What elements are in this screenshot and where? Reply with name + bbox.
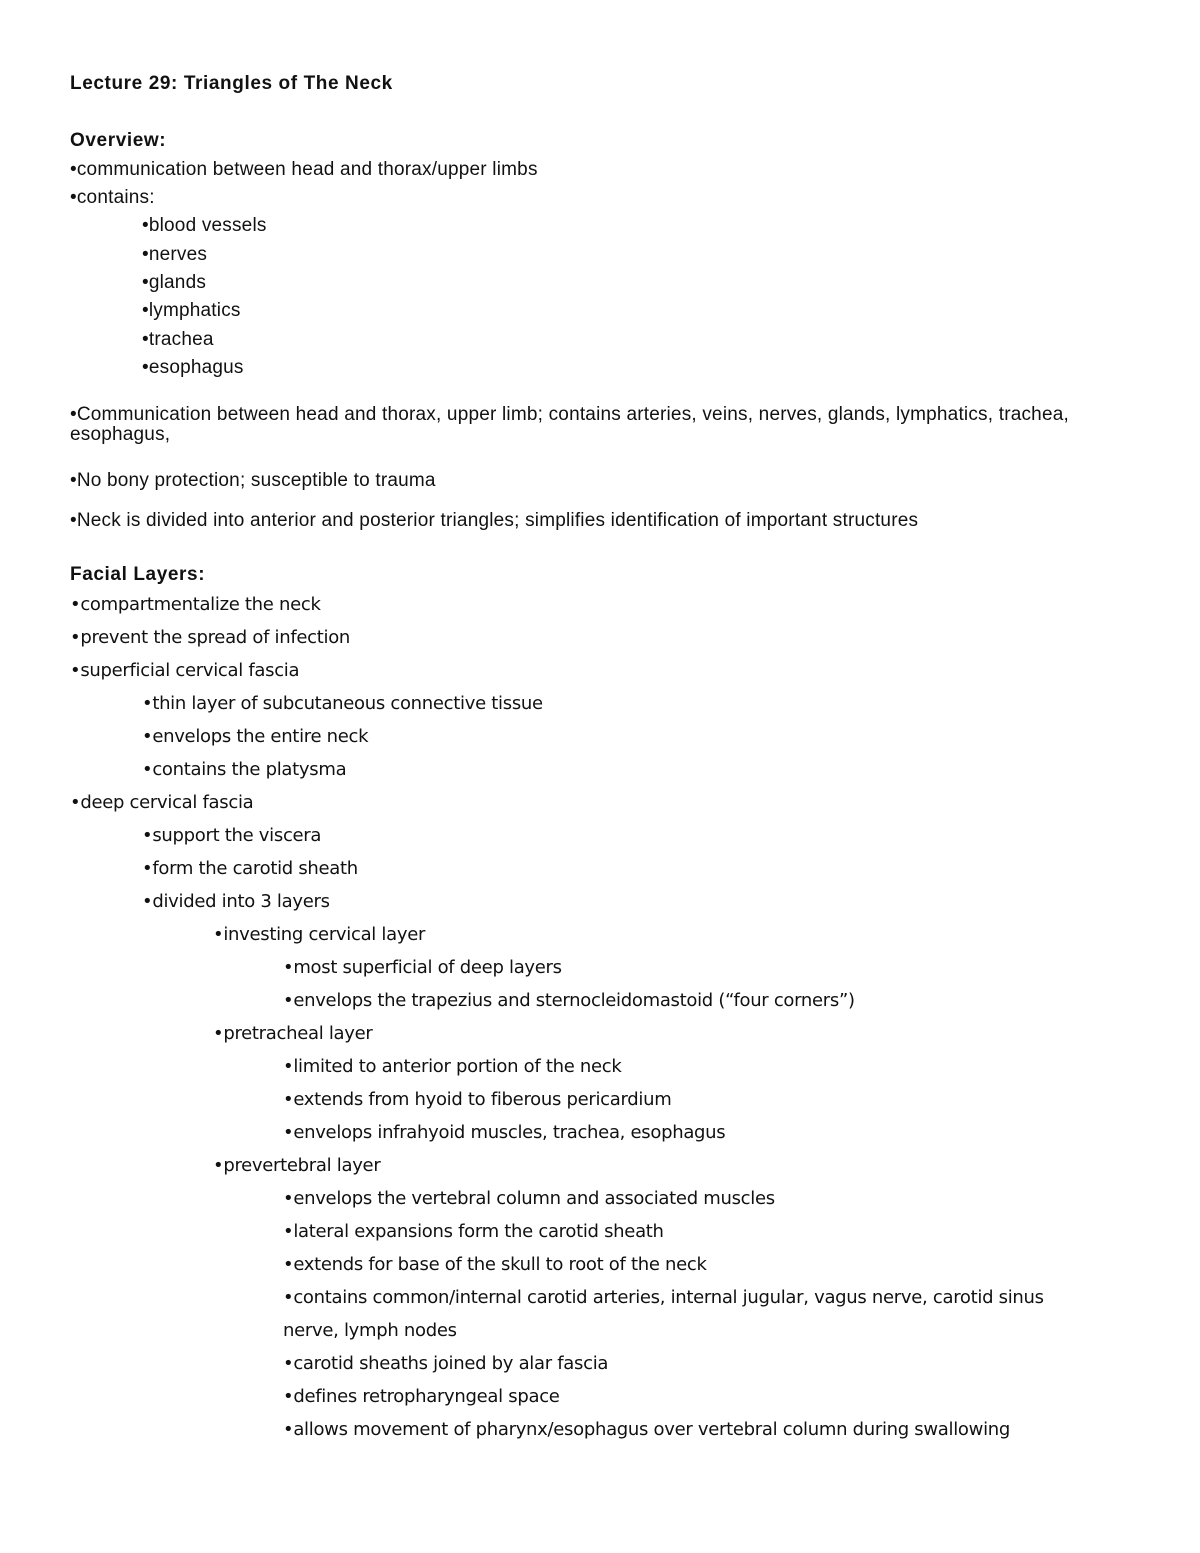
layer-line: •envelops the entire neck [142,726,369,747]
layer-line: •prevent the spread of infection [70,627,351,648]
layer-line: •extends from hyoid to fiberous pericardium [283,1089,672,1110]
layer-line: •most superficial of deep layers [283,957,562,978]
overview-item-trachea: •trachea [142,329,214,350]
layer-line: •envelops infrahyoid muscles, trachea, esophagus [283,1122,726,1143]
facial-layers-heading: Facial Layers: [70,564,206,585]
overview-item-nerves: •nerves [142,244,208,265]
layer-line: •divided into 3 layers [142,891,330,912]
layer-line: •compartmentalize the neck [70,594,321,615]
layer-line: •allows movement of pharynx/esophagus over vertebral column during swallowing [283,1419,1011,1440]
overview-item-glands: •glands [142,272,207,293]
layer-line: •superficial cervical fascia [70,660,300,681]
layer-line: •thin layer of subcutaneous connective tissue [142,693,543,714]
layer-line: •prevertebral layer [213,1155,381,1176]
overview-communication: •communication between head and thorax/upper limbs [70,159,538,180]
layer-line: •contains common/internal carotid arteries, internal jugular, vagus nerve, carotid sinus [283,1287,1044,1308]
layer-line: •extends for base of the skull to root of the neck [283,1254,707,1275]
layer-line: •envelops the vertebral column and associated muscles [283,1188,775,1209]
layer-line: •carotid sheaths joined by alar fascia [283,1353,609,1374]
layer-line: •pretracheal layer [213,1023,373,1044]
layer-line: •investing cervical layer [213,924,426,945]
layer-line: •support the viscera [142,825,322,846]
layer-line: •limited to anterior portion of the neck [283,1056,622,1077]
overview-item-lymphatics: •lymphatics [142,300,241,321]
page-title: Lecture 29: Triangles of The Neck [70,73,393,94]
overview-contains: •contains: [70,187,155,208]
overview-item-esophagus: •esophagus [142,357,244,378]
layer-line: •defines retropharyngeal space [283,1386,560,1407]
layer-line: •envelops the trapezius and sternocleidomastoid (“four corners”) [283,990,855,1011]
layer-line: •contains the platysma [142,759,347,780]
overview-summary: •Communication between head and thorax, upper limb; contains arteries, veins, nerves, glands, lymphatics, trachea, esophagus, [70,404,1069,445]
layer-line: nerve, lymph nodes [283,1320,457,1341]
overview-protection: •No bony protection; susceptible to trauma [70,470,436,491]
layer-line: •form the carotid sheath [142,858,358,879]
layer-line: •deep cervical fascia [70,792,254,813]
overview-triangles: •Neck is divided into anterior and posterior triangles; simplifies identification of important structures [70,510,919,531]
overview-heading: Overview: [70,130,167,151]
overview-item-blood-vessels: •blood vessels [142,215,267,236]
layer-line: •lateral expansions form the carotid sheath [283,1221,664,1242]
